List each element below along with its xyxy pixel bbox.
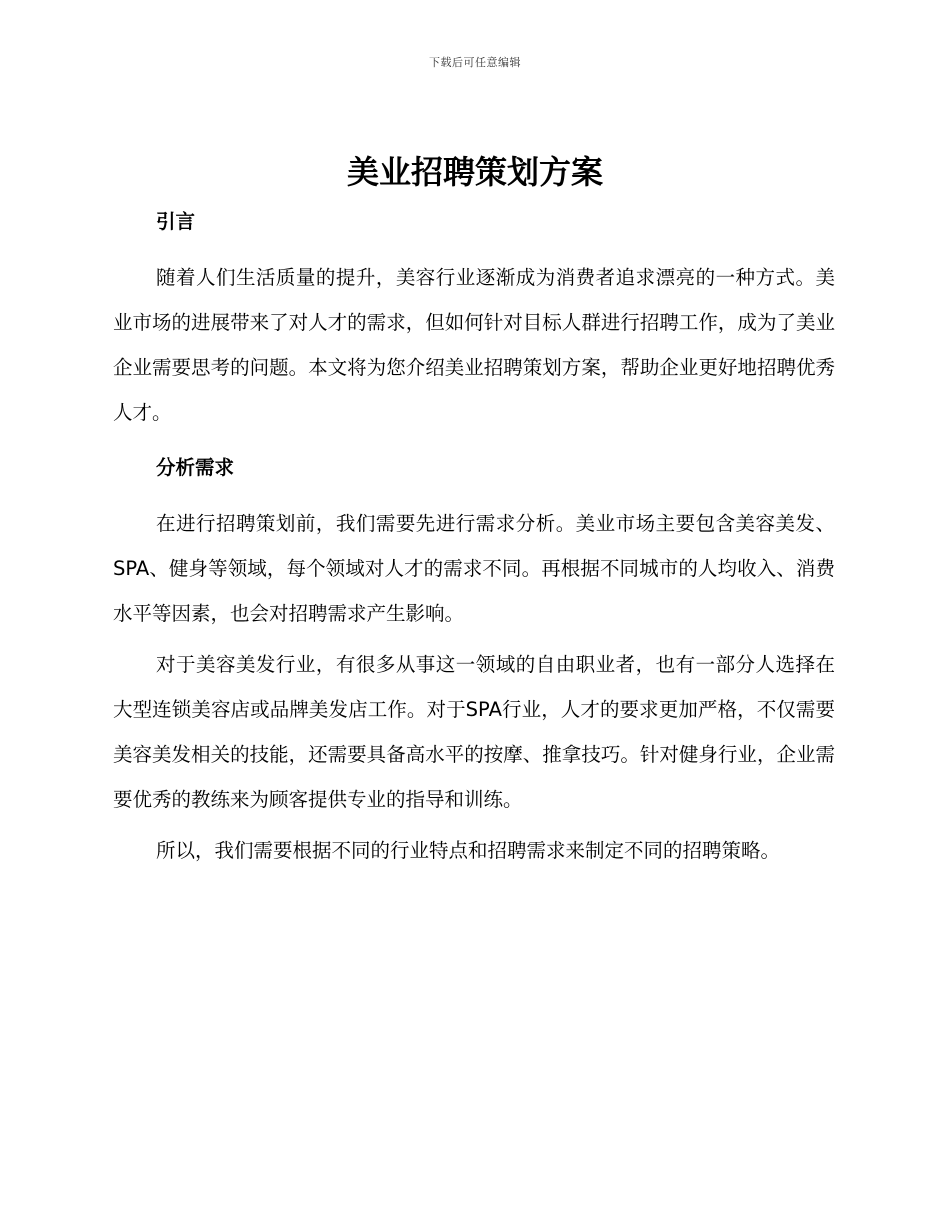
header-note: 下载后可任意编辑 [429, 56, 521, 69]
section-demand-analysis [113, 447, 835, 873]
paragraph: 所以，我们需要根据不同的行业特点和招聘需求来制定不同的招聘策略。 [156, 839, 781, 862]
document-body [113, 201, 835, 873]
document-title: 美业招聘策划方案 [346, 153, 603, 191]
section-heading: 分析需求 [156, 456, 235, 479]
paragraph: 对于美容美发行业，有很多从事这一领域的自由职业者，也有一部分人选择在大型连锁美容店或品牌美发店工作。对于SPA行业，人才的要求更加严格，不仅需要美容美发相关的技能，还需要具备高水平的按摩、推拿技巧。针对健身行业，企业需要优秀的教练来为顾客提供专业的指导和训练。 [113, 653, 835, 811]
paragraph: 随着人们生活质量的提升，美容行业逐渐成为消费者追求漂亮的一种方式。美业市场的进展带来了对人才的需求，但如何针对目标人群进行招聘工作，成为了美业企业需要思考的问题。本文将为您介绍美业招聘策划方案，帮助企业更好地招聘优秀人才。 [113, 266, 835, 424]
section-introduction [113, 201, 835, 435]
paragraph: 在进行招聘策划前，我们需要先进行需求分析。美业市场主要包含美容美发、SPA、健身等领域，每个领域对人才的需求不同。再根据不同城市的人均收入、消费水平等因素，也会对招聘需求产生影响。 [113, 512, 835, 625]
section-heading: 引言 [156, 210, 196, 233]
